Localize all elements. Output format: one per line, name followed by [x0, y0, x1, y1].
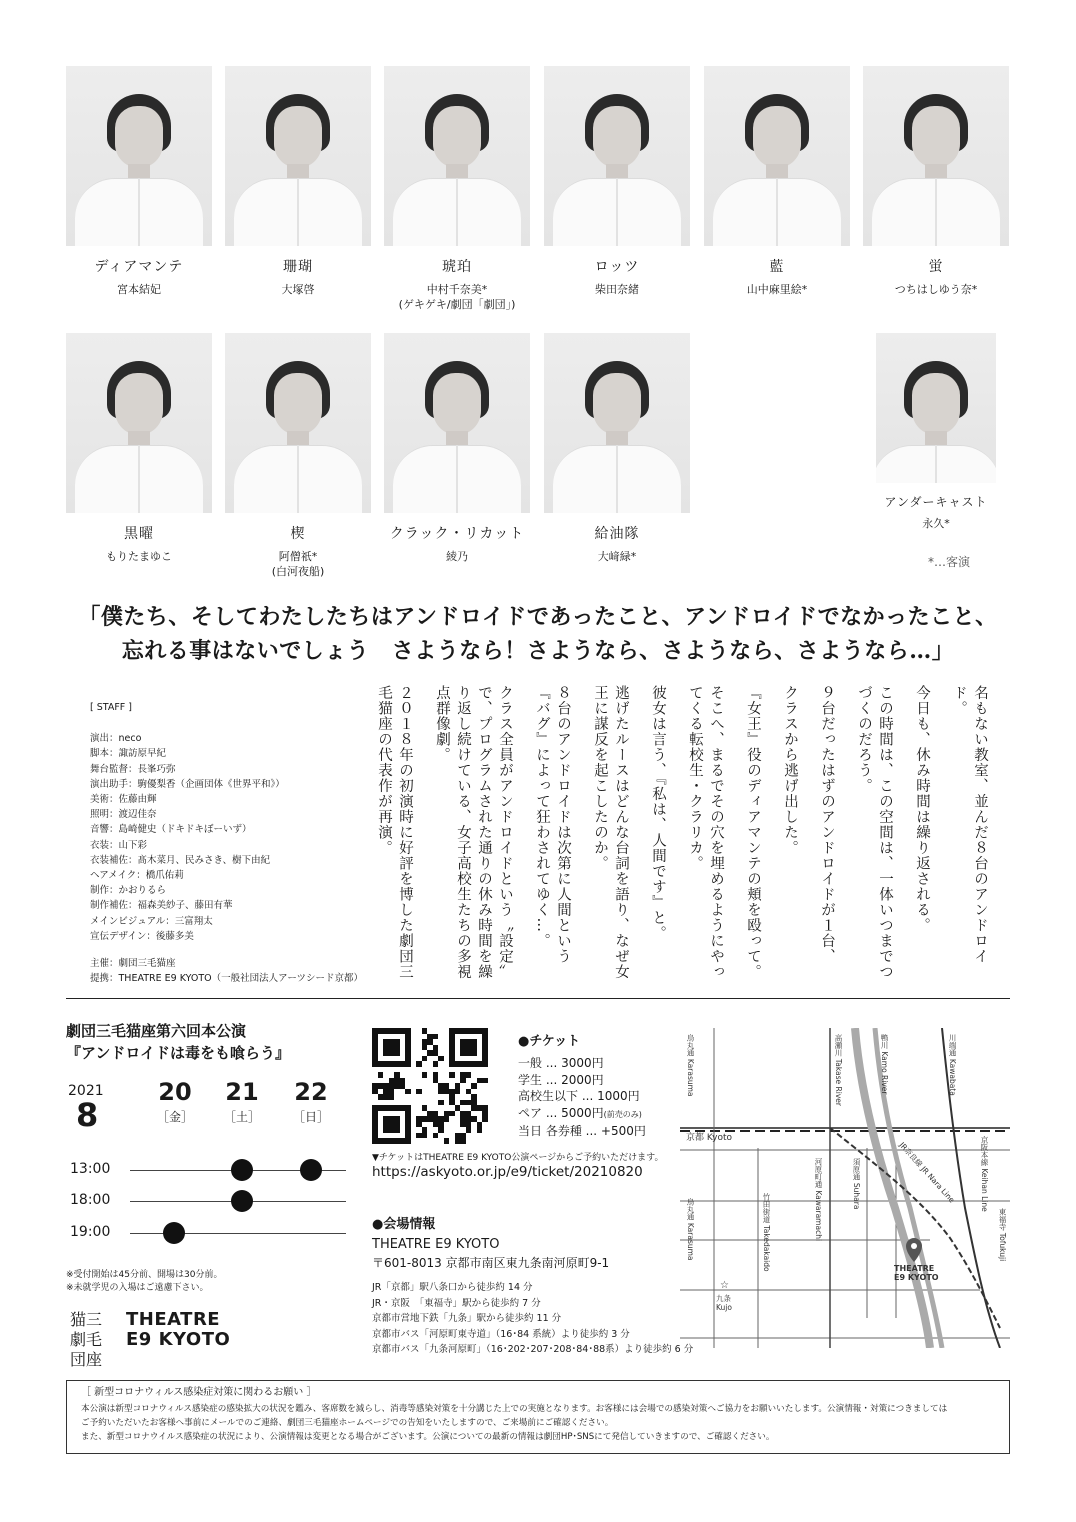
- staff-line: メインビジュアル：三富翔太: [90, 915, 213, 927]
- understudy-role: アンダーキャスト: [884, 495, 988, 509]
- price-label: 一般 ... 3000円: [518, 1056, 604, 1070]
- map-label: [686, 1198, 695, 1261]
- performance-dot: [231, 1159, 253, 1181]
- street-suhara-label: 須原通: [852, 1158, 861, 1181]
- staff-line: 音響：島崎健史（ドキドキぼーいず）: [90, 824, 252, 836]
- cast-actor: 阿僧祇*: [278, 550, 318, 563]
- cast-actor: 大塚啓: [281, 283, 315, 296]
- day-of-week: ［金］: [156, 1110, 193, 1124]
- price-list: [518, 1055, 646, 1140]
- understudy-card: [876, 333, 996, 531]
- station-tofukuji: [998, 1208, 1007, 1261]
- street-karasuma-label: 烏丸通: [686, 1034, 695, 1057]
- map-label: [762, 1193, 771, 1272]
- showtime: 18:00: [70, 1192, 111, 1208]
- staff-line: 衣装：山下彩: [90, 839, 148, 851]
- river-takase-label: 高瀬川: [834, 1034, 843, 1057]
- showtime: 13:00: [70, 1161, 111, 1177]
- synopsis-line: 彼女は言う、『私は、人間です』と。: [650, 685, 666, 942]
- theatre-logo-line: THEATRE: [126, 1309, 221, 1330]
- cast-role: 琥珀: [442, 259, 472, 275]
- staff-line: 照明：渡辺佳奈: [90, 809, 157, 821]
- day-of-week: ［日］: [292, 1110, 329, 1124]
- station-kyoto-label: 京都: [686, 1133, 705, 1143]
- price-label: 高校生以下 ... 1000円: [518, 1089, 640, 1104]
- station-kyoto-en: Kyoto: [706, 1133, 733, 1143]
- map-label: [880, 1034, 889, 1094]
- staff-line: 制作補佐：福森美紗子、藤田有華: [90, 900, 233, 912]
- notice-line: また、新型コロナウイルス感染症の状況により、公演情報は変更となる場合がございます。公演についての最新の情報は劇団HP･SNSにて発信していきますので、ご確認ください。: [81, 1432, 775, 1442]
- cast-actor: 山中麻里絵*: [746, 283, 808, 296]
- covid-notice: [66, 1380, 1010, 1454]
- access-list: [372, 1280, 693, 1358]
- rail-keihan-en: Keihan Line: [980, 1168, 989, 1212]
- cast-actor: 中村千奈美*: [426, 283, 488, 296]
- street-kawabata-en: Kawabata: [948, 1058, 957, 1096]
- price-label: 当日 各券種 ... +500円: [518, 1124, 646, 1139]
- guest-note: *…客演: [927, 555, 970, 569]
- cast-card: [66, 333, 212, 564]
- cast-affiliation: (白河夜船): [271, 565, 325, 578]
- staff-line: 制作：かおりるら: [90, 885, 167, 897]
- cast-card: [225, 66, 371, 297]
- section-divider: [66, 998, 1010, 999]
- river-takase-en: Takase River: [834, 1058, 843, 1106]
- sponsor-line: 主催：劇団三毛猫座: [90, 958, 176, 970]
- street-takeda-en: Takedakaido: [762, 1225, 771, 1272]
- admission-note: ※受付開始は45分前、開場は30分前。: [66, 1270, 223, 1280]
- cast-actor: つちはしゆう奈*: [894, 283, 978, 296]
- cast-role: 珊瑚: [283, 259, 313, 275]
- street-karasuma-en: Karasuma: [686, 1058, 695, 1097]
- map-label: [980, 1136, 989, 1212]
- station-kujo-en: Kujo: [716, 1303, 732, 1312]
- station-tofukuji-label: 東福寺: [998, 1208, 1007, 1231]
- cast-card: [225, 333, 371, 579]
- map-label: [834, 1034, 843, 1106]
- cast-photo: [225, 333, 371, 513]
- day-number: 20: [158, 1078, 192, 1106]
- price-row: [518, 1105, 646, 1124]
- venue-address: 〒601-8013 京都市南区東九条南河原町9-1: [372, 1256, 610, 1270]
- venue-map-label: THEATRE: [894, 1264, 935, 1273]
- staff-line: 美術：佐藤由輝: [90, 794, 157, 806]
- event-year: 2021: [68, 1083, 104, 1099]
- access-line: JR・京阪 「東福寺」駅から徒歩約 7 分: [372, 1297, 541, 1309]
- map-label: [814, 1158, 823, 1241]
- day-of-week: ［土］: [223, 1110, 260, 1124]
- street-karasuma2-en: Karasuma: [686, 1222, 695, 1261]
- synopsis-line: クラスから逃げ出した。: [782, 685, 798, 856]
- staff-heading: [ STAFF ]: [90, 702, 132, 713]
- street-kawaramachi-label: 河原町通: [814, 1158, 823, 1188]
- ticket-url-link[interactable]: https://askyoto.or.jp/e9/ticket/20210820: [372, 1164, 643, 1180]
- cast-photo: [704, 66, 850, 246]
- river-kamo-en: Kamo River: [880, 1051, 889, 1095]
- synopsis-line: ２０１８年の初演時に好評を博した劇団三毛猫座の代表作が再演。: [376, 685, 413, 980]
- notice-title: ［ 新型コロナウィルス感染症対策に関わるお願い ］: [81, 1387, 317, 1398]
- cast-role: ロッツ: [594, 259, 640, 275]
- notice-line: ご予約いただいたお客様へ事前にメールでのご連絡、劇団三毛猫座ホームページでの告知をいたしますので、ご来場前にご確認ください。: [81, 1418, 614, 1428]
- staff-line: 舞台監督：長峯巧弥: [90, 763, 176, 775]
- showtime: 19:00: [70, 1224, 111, 1240]
- synopsis-line: 『女王』役のディアマンテの頬を殴って。: [745, 685, 761, 980]
- ticket-qr-code[interactable]: [372, 1028, 488, 1144]
- admission-notes: [66, 1269, 222, 1295]
- staff-line: 演出：neco: [90, 733, 142, 745]
- street-takeda-label: 竹田街道: [762, 1193, 771, 1223]
- tickets-heading: ●チケット: [518, 1034, 581, 1049]
- station-tofukuji-en: Tofukuji: [998, 1232, 1007, 1262]
- performance-dot: [300, 1159, 322, 1181]
- event-month: 8: [76, 1096, 99, 1134]
- cast-photo: [384, 333, 530, 513]
- map-label: [852, 1158, 861, 1209]
- synopsis-line: ９台だったはずのアンドロイドが１台、: [819, 685, 835, 964]
- theatre-logo-line: E9 KYOTO: [126, 1329, 231, 1350]
- cast-actor: 大﨑緑*: [597, 550, 637, 563]
- cast-affiliation: (ゲキゲキ/劇団「劇団」): [398, 298, 516, 311]
- access-line: 京都市バス「河原町東寺道」（16･84 系統）より徒歩約 3 分: [372, 1328, 630, 1340]
- quote-line: 「僕たち、そしてわたしたちはアンドロイドであったこと、アンドロイドでなかったこと、: [78, 604, 998, 630]
- staff-line: 脚本：諏訪原早紀: [90, 748, 167, 760]
- event-day: [286, 1078, 336, 1125]
- access-line: 京都市営地下鉄「九条」駅から徒歩約 11 分: [372, 1313, 562, 1324]
- map-label: [686, 1034, 695, 1097]
- cast-role: 藍: [769, 259, 785, 275]
- synopsis-line: この時間は、この空間は、一体いつまでつづくのだろう。: [856, 685, 893, 980]
- play-title: 『アンドロイドは毒をも喰らう』: [66, 1044, 290, 1062]
- admission-note: ※未就学児の入場はご遠慮下さい。: [66, 1283, 209, 1293]
- access-line: 京都市バス「九条河原町」（16･202･207･208･84･88系）より徒歩約 6 分: [372, 1344, 694, 1355]
- tagline-quote: [40, 600, 1036, 668]
- staff-list: [90, 700, 390, 986]
- synopsis-line: クラス全員がアンドロイドという〝設定〟で、プログラムされた通りの休み時間を繰り返し続けている、女子高校生たちの多視点群像劇。: [434, 685, 513, 980]
- synopsis-line: そこへ、まるでその穴を埋めるようにやってくる転校生・クラリカ。: [687, 685, 724, 980]
- street-karasuma2-label: 烏丸通: [686, 1198, 695, 1221]
- synopsis: [376, 685, 990, 985]
- cast-card: [384, 333, 530, 564]
- cast-role: 黒曜: [124, 526, 154, 542]
- cast-actor: 柴田奈緒: [595, 283, 639, 296]
- cast-role: クラック・リカット: [389, 526, 525, 542]
- station-kyoto: [686, 1134, 732, 1143]
- quote-line: 忘れる事はないでしょう さようなら！さようなら、さようなら、さようなら…」: [121, 638, 955, 664]
- cast-card: [544, 66, 690, 297]
- theatre-logo: [126, 1310, 230, 1350]
- performance-dot: [231, 1190, 253, 1212]
- day-number: 21: [225, 1078, 259, 1106]
- cast-role: 蛍: [928, 259, 944, 275]
- cast-photo: [384, 66, 530, 246]
- map-label: [948, 1034, 957, 1096]
- station-kujo-label: 九条: [716, 1294, 731, 1303]
- venue-heading: ●会場情報: [372, 1217, 436, 1232]
- price-row: [518, 1088, 646, 1105]
- troupe-logo: 猫三劇毛団座: [70, 1310, 103, 1369]
- rail-keihan-label: 京阪本線: [980, 1136, 989, 1166]
- synopsis-line: 名もない教室、並んだ８台のアンドロイド。: [951, 685, 988, 964]
- troupe-line: 劇団三毛猫座第六回本公演: [66, 1022, 247, 1040]
- cast-photo: [66, 333, 212, 513]
- cast-role: 給油隊: [594, 526, 640, 542]
- price-row: [518, 1055, 646, 1072]
- cast-photo: [544, 66, 690, 246]
- cast-actor: もりたまゆこ: [106, 550, 172, 563]
- cast-card: [544, 333, 690, 564]
- cast-photo: [66, 66, 212, 246]
- price-label: ペア ... 5000円: [518, 1105, 604, 1120]
- station-kujo: [716, 1294, 732, 1312]
- cast-card: [384, 66, 530, 312]
- cast-role: ディアマンテ: [94, 259, 184, 275]
- cast-photo: [876, 333, 996, 483]
- staff-line: ヘアメイク：橋爪佑莉: [90, 870, 184, 882]
- synopsis-line: 逃げたルースはどんな台詞を語り、なぜ女王に謀反を起こしたのか。: [592, 685, 629, 980]
- event-day: [150, 1078, 200, 1125]
- ticket-note: ▼チケットはTHEATRE E9 KYOTO公演ページからご予約いただけます。: [372, 1153, 664, 1163]
- synopsis-line: 今日も、休み時間は繰り返される。: [914, 685, 930, 933]
- venue-name: THEATRE E9 KYOTO: [372, 1237, 500, 1252]
- venue-map-label: E9 KYOTO: [894, 1273, 939, 1282]
- river-kamo-label: 鴨川: [880, 1034, 889, 1049]
- cast-card: [863, 66, 1009, 297]
- understudy-actor: 永久*: [922, 517, 950, 530]
- event-title-block: [66, 1020, 290, 1064]
- price-row: [518, 1072, 646, 1089]
- synopsis-line: ８台のアンドロイドは次第に人間という『バグ』によって狂わされてゆく…。: [534, 685, 571, 964]
- svg-text:☆: ☆: [720, 1280, 729, 1291]
- notice-line: 本公演は新型コロナウィルス感染症の感染拡大の状況を鑑み、客席数を減らし、消毒等感染対策を十分講じた上での実施となります。お客様には会場での感染対策へご協力をお願いいたします。公演情報・対策につきましては: [81, 1404, 948, 1414]
- rail-jrnara-label: JR奈良線: [897, 1140, 925, 1169]
- cast-photo: [544, 333, 690, 513]
- day-number: 22: [294, 1078, 328, 1106]
- price-note: (前売のみ): [603, 1109, 642, 1119]
- staff-line: 宣伝デザイン：後藤多美: [90, 930, 194, 942]
- cast-card: [66, 66, 212, 297]
- price-label: 学生 ... 2000円: [518, 1072, 604, 1087]
- access-line: JR「京都」駅八条口から徒歩約 14 分: [372, 1282, 533, 1293]
- rail-jrnara-en: JR Nara Line: [919, 1164, 957, 1205]
- cast-actor: 綾乃: [446, 550, 468, 563]
- access-map[interactable]: [680, 1028, 1010, 1348]
- support-line: 提携：THEATRE E9 KYOTO（一般社団法人アーツシード京都）: [90, 973, 363, 985]
- cast-actor: 宮本結妃: [117, 283, 161, 296]
- event-day: [217, 1078, 267, 1125]
- staff-line: 演出助手：駒優梨香（企画団体《世界平和》）: [90, 778, 285, 790]
- cast-photo: [225, 66, 371, 246]
- street-kawaramachi-en: Kawaramachi: [814, 1190, 823, 1242]
- street-suhara-en: Suhara: [852, 1182, 861, 1210]
- price-row: [518, 1123, 646, 1140]
- staff-line: 衣装補佐：髙木菜月、民みさき、樹下由紀: [90, 854, 271, 866]
- venue-map-marker: [894, 1264, 939, 1282]
- performance-dot: [163, 1222, 185, 1244]
- cast-role: 楔: [290, 526, 306, 542]
- street-kawabata-label: 川端通: [948, 1034, 957, 1057]
- cast-photo: [863, 66, 1009, 246]
- cast-card: [704, 66, 850, 297]
